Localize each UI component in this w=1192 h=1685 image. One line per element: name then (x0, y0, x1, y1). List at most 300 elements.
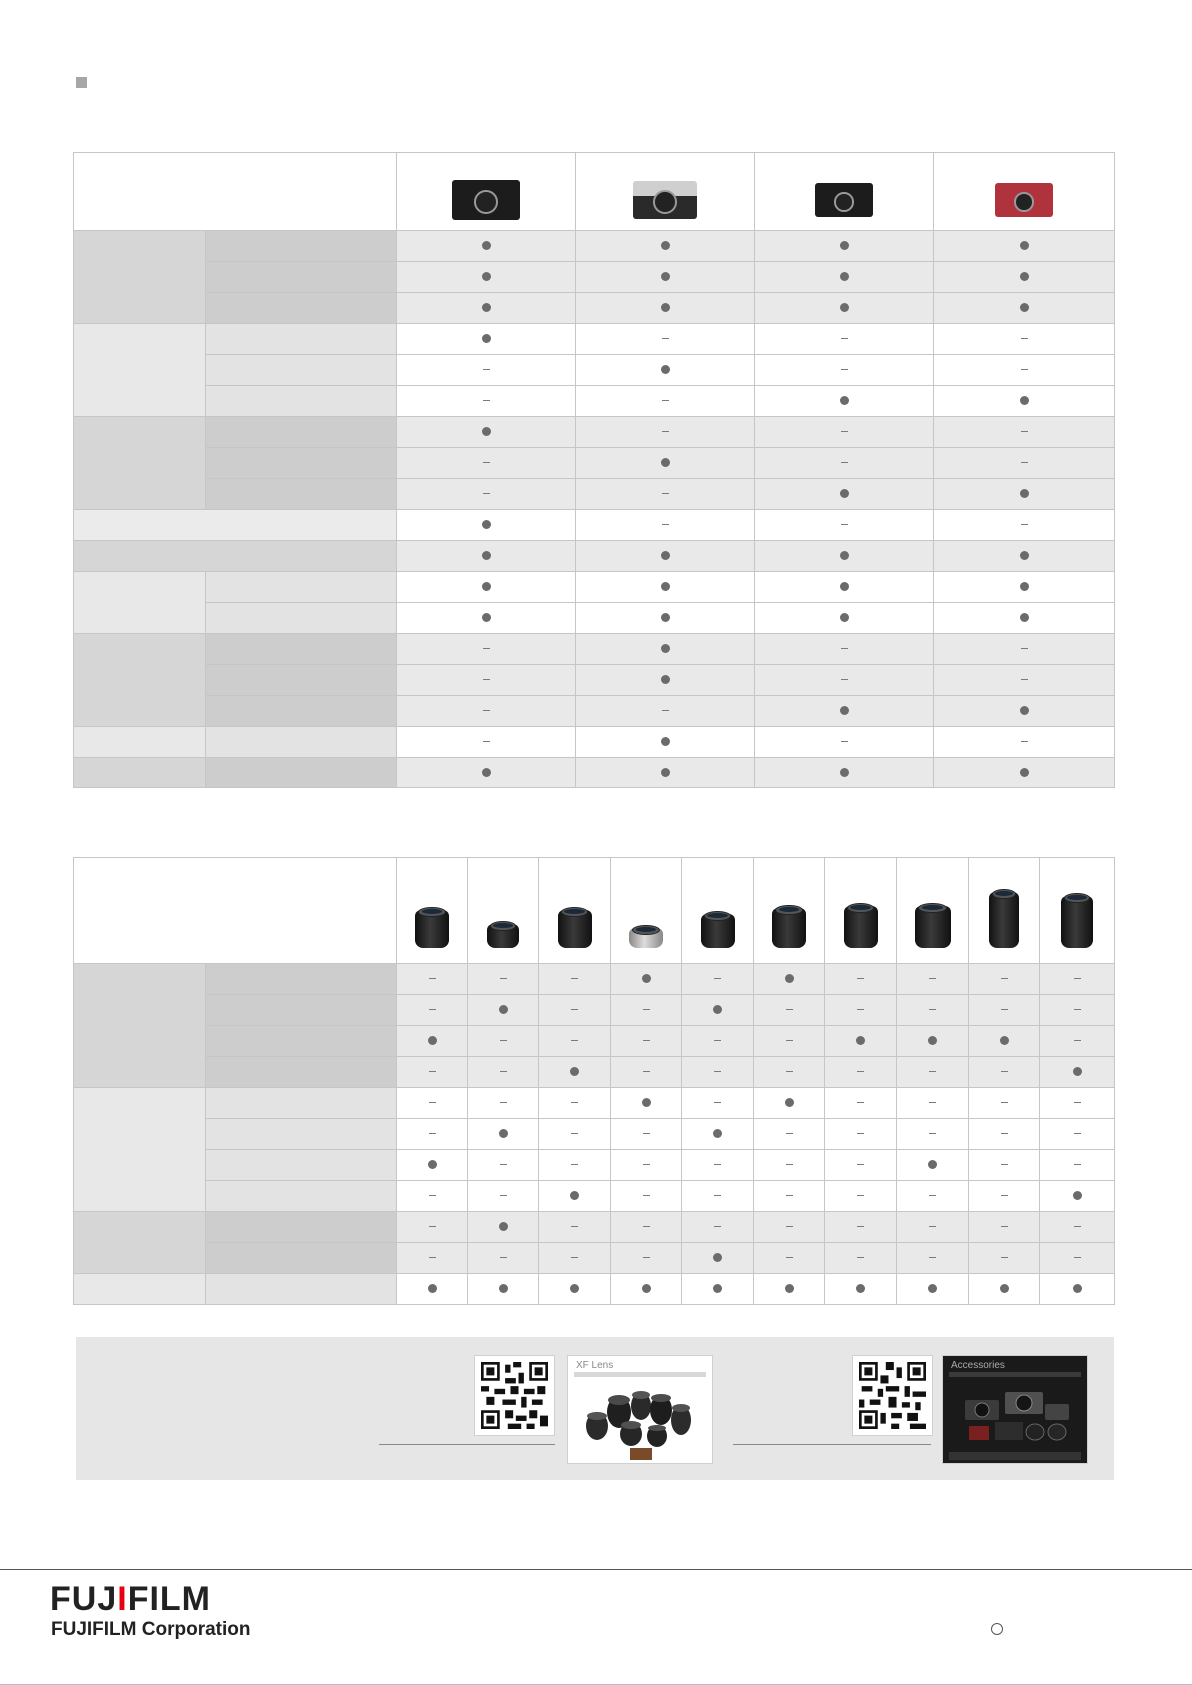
not-compatible-dash-icon (483, 369, 490, 370)
not-compatible-dash-icon (483, 679, 490, 680)
compatible-dot-icon (1020, 706, 1029, 715)
not-compatible-dash-icon (1001, 1257, 1008, 1258)
camera-compat-row (74, 541, 1115, 572)
compatible-dot-icon (713, 1253, 722, 1262)
compat-value-cell (397, 964, 468, 995)
not-compatible-dash-icon (500, 1257, 507, 1258)
compat-value-cell (611, 995, 682, 1026)
compat-value-cell (934, 479, 1115, 510)
not-compatible-dash-icon (1001, 1195, 1008, 1196)
compatible-dot-icon (482, 241, 491, 250)
not-compatible-dash-icon (857, 1133, 864, 1134)
website-logo-text: Accessories (951, 1360, 1005, 1371)
compat-value-cell (576, 572, 755, 603)
not-compatible-dash-icon (786, 1040, 793, 1041)
not-compatible-dash-icon (1001, 1102, 1008, 1103)
sub-label-cell (206, 1119, 397, 1150)
not-compatible-dash-icon (643, 1226, 650, 1227)
compat-value-cell (397, 541, 576, 572)
compat-value-cell (755, 603, 934, 634)
compat-value-cell (825, 964, 897, 995)
not-compatible-dash-icon (1021, 369, 1028, 370)
lens-image-cell (468, 858, 539, 964)
not-compatible-dash-icon (429, 978, 436, 979)
lens-image-cell (897, 858, 969, 964)
not-compatible-dash-icon (786, 1164, 793, 1165)
not-compatible-dash-icon (857, 978, 864, 979)
compatible-dot-icon (1020, 272, 1029, 281)
compat-value-cell (934, 727, 1115, 758)
accessories-lineup-image (953, 1382, 1079, 1444)
compatible-dot-icon (499, 1129, 508, 1138)
compat-value-cell (576, 603, 755, 634)
compat-value-cell (576, 634, 755, 665)
compat-value-cell (397, 603, 576, 634)
compat-value-cell (397, 293, 576, 324)
compatible-dot-icon (482, 582, 491, 591)
camera-compat-row (74, 510, 1115, 541)
not-compatible-dash-icon (1074, 1257, 1081, 1258)
compat-value-cell (897, 1243, 969, 1274)
compat-value-cell (397, 417, 576, 448)
compat-value-cell (397, 1057, 468, 1088)
compat-value-cell (576, 262, 755, 293)
camera-compat-row (74, 355, 1115, 386)
compatible-dot-icon (713, 1129, 722, 1138)
camera-compat-row (74, 634, 1115, 665)
compat-value-cell (576, 479, 755, 510)
compat-value-cell (754, 1212, 825, 1243)
not-compatible-dash-icon (786, 1071, 793, 1072)
compat-value-cell (897, 995, 969, 1026)
compat-value-cell (682, 1057, 754, 1088)
not-compatible-dash-icon (857, 1257, 864, 1258)
compat-value-cell (397, 1150, 468, 1181)
compat-value-cell (934, 665, 1115, 696)
lens-header-row (74, 858, 1115, 964)
sub-label-cell (206, 1243, 397, 1274)
lens-compat-row (74, 1274, 1115, 1305)
not-compatible-dash-icon (1074, 1040, 1081, 1041)
not-compatible-dash-icon (429, 1009, 436, 1010)
compat-value-cell (934, 417, 1115, 448)
compat-value-cell (682, 1181, 754, 1212)
compat-value-cell (754, 1057, 825, 1088)
compatible-dot-icon (428, 1160, 437, 1169)
compatible-dot-icon (840, 551, 849, 560)
compat-value-cell (754, 1026, 825, 1057)
compat-value-cell (539, 1243, 611, 1274)
compat-value-cell (755, 386, 934, 417)
compat-value-cell (611, 1150, 682, 1181)
not-compatible-dash-icon (429, 1133, 436, 1134)
compat-value-cell (755, 696, 934, 727)
compatible-dot-icon (642, 974, 651, 983)
not-compatible-dash-icon (714, 1195, 721, 1196)
not-compatible-dash-icon (1021, 431, 1028, 432)
not-compatible-dash-icon (857, 1226, 864, 1227)
compat-value-cell (1040, 995, 1115, 1026)
lens-compat-row (74, 1026, 1115, 1057)
not-compatible-dash-icon (857, 1102, 864, 1103)
compatible-dot-icon (785, 1098, 794, 1107)
compatible-dot-icon (928, 1036, 937, 1045)
not-compatible-dash-icon (929, 1257, 936, 1258)
lens-compat-row (74, 1057, 1115, 1088)
not-compatible-dash-icon (643, 1009, 650, 1010)
compatible-dot-icon (642, 1098, 651, 1107)
lens-compat-row (74, 1088, 1115, 1119)
compat-value-cell (468, 964, 539, 995)
compat-value-cell (397, 758, 576, 788)
compat-value-cell (682, 1119, 754, 1150)
xf-lens-website-thumbnail[interactable] (567, 1355, 713, 1464)
compat-value-cell (539, 1057, 611, 1088)
not-compatible-dash-icon (483, 462, 490, 463)
compat-value-cell (754, 1243, 825, 1274)
sub-label-cell (206, 1057, 397, 1088)
compat-value-cell (1040, 1088, 1115, 1119)
compat-value-cell (576, 231, 755, 262)
compat-value-cell (539, 1181, 611, 1212)
not-compatible-dash-icon (571, 1009, 578, 1010)
compatible-dot-icon (1000, 1036, 1009, 1045)
camera-compat-row (74, 696, 1115, 727)
not-compatible-dash-icon (841, 431, 848, 432)
compatible-dot-icon (661, 675, 670, 684)
not-compatible-dash-icon (571, 1102, 578, 1103)
qr-code-graphic (859, 1362, 926, 1429)
compat-value-cell (1040, 1212, 1115, 1243)
compatible-dot-icon (785, 974, 794, 983)
lens-compat-row (74, 1181, 1115, 1212)
not-compatible-dash-icon (857, 1164, 864, 1165)
compatible-dot-icon (928, 1160, 937, 1169)
not-compatible-dash-icon (662, 431, 669, 432)
lens-compat-row (74, 1150, 1115, 1181)
not-compatible-dash-icon (500, 1102, 507, 1103)
not-compatible-dash-icon (662, 338, 669, 339)
compatible-dot-icon (482, 520, 491, 529)
lens-compatibility-table (73, 857, 1115, 1305)
lens-mount (1014, 192, 1034, 212)
camera-header-row (74, 153, 1115, 231)
compat-value-cell (611, 964, 682, 995)
sub-label-cell (206, 603, 397, 634)
camera-image-cell (576, 153, 755, 231)
compat-value-cell (468, 1026, 539, 1057)
not-compatible-dash-icon (1001, 1164, 1008, 1165)
not-compatible-dash-icon (643, 1164, 650, 1165)
not-compatible-dash-icon (1074, 1164, 1081, 1165)
qr-code-graphic (481, 1362, 548, 1429)
compat-value-cell (754, 1088, 825, 1119)
compat-value-cell (969, 964, 1040, 995)
header-blank-cell (74, 153, 397, 231)
not-compatible-dash-icon (571, 1133, 578, 1134)
compatible-dot-icon (785, 1284, 794, 1293)
compat-value-cell (397, 665, 576, 696)
row-label-cell (74, 510, 397, 541)
compat-value-cell (754, 1181, 825, 1212)
group-label-cell (74, 634, 206, 727)
not-compatible-dash-icon (841, 369, 848, 370)
not-compatible-dash-icon (1074, 978, 1081, 979)
qr-code-icon[interactable] (474, 1355, 555, 1436)
compat-value-cell (468, 1181, 539, 1212)
compatible-dot-icon (499, 1284, 508, 1293)
compatible-dot-icon (840, 489, 849, 498)
not-compatible-dash-icon (643, 1040, 650, 1041)
camera-image-cell (755, 153, 934, 231)
compatible-dot-icon (840, 706, 849, 715)
compatible-dot-icon (1020, 613, 1029, 622)
lens-pancake-silver-icon (629, 928, 663, 948)
row-label-cell (74, 541, 397, 572)
not-compatible-dash-icon (429, 1071, 436, 1072)
compat-value-cell (576, 541, 755, 572)
logo-text-part: FILM (127, 1580, 211, 1618)
section-marker-square (76, 77, 87, 88)
not-compatible-dash-icon (571, 1226, 578, 1227)
not-compatible-dash-icon (429, 1226, 436, 1227)
camera-compat-row (74, 386, 1115, 417)
compatible-dot-icon (482, 768, 491, 777)
not-compatible-dash-icon (857, 1195, 864, 1196)
not-compatible-dash-icon (929, 1009, 936, 1010)
not-compatible-dash-icon (662, 493, 669, 494)
compatible-dot-icon (840, 582, 849, 591)
not-compatible-dash-icon (857, 1009, 864, 1010)
compat-value-cell (397, 1274, 468, 1305)
group-label-cell (74, 231, 206, 324)
not-compatible-dash-icon (714, 1164, 721, 1165)
lens-mount (653, 190, 677, 214)
website-nav-bar (949, 1372, 1081, 1377)
not-compatible-dash-icon (929, 1226, 936, 1227)
compat-value-cell (397, 510, 576, 541)
compat-value-cell (934, 386, 1115, 417)
not-compatible-dash-icon (929, 1195, 936, 1196)
camera-silver-icon (633, 181, 697, 219)
compat-value-cell (755, 355, 934, 386)
compat-value-cell (755, 758, 934, 788)
sub-label-cell (206, 964, 397, 995)
compat-value-cell (969, 1150, 1040, 1181)
compat-value-cell (934, 696, 1115, 727)
compat-value-cell (755, 417, 934, 448)
not-compatible-dash-icon (643, 1071, 650, 1072)
compat-value-cell (468, 1150, 539, 1181)
fujifilm-logo (50, 1582, 211, 1616)
compatible-dot-icon (482, 613, 491, 622)
compat-value-cell (576, 665, 755, 696)
not-compatible-dash-icon (500, 1040, 507, 1041)
compatible-dot-icon (713, 1005, 722, 1014)
compat-value-cell (611, 1243, 682, 1274)
compat-value-cell (539, 1150, 611, 1181)
compat-value-cell (755, 324, 934, 355)
not-compatible-dash-icon (714, 978, 721, 979)
compatible-dot-icon (661, 613, 670, 622)
camera-compat-row (74, 479, 1115, 510)
compatible-dot-icon (1020, 551, 1029, 560)
camera-compat-row (74, 758, 1115, 788)
compat-value-cell (682, 1274, 754, 1305)
compat-value-cell (468, 1212, 539, 1243)
compatible-dot-icon (482, 551, 491, 560)
not-compatible-dash-icon (841, 524, 848, 525)
compat-value-cell (682, 1212, 754, 1243)
not-compatible-dash-icon (1074, 1009, 1081, 1010)
compat-value-cell (755, 293, 934, 324)
corporation-name: FUJIFILM Corporation (51, 1619, 251, 1640)
group-label-cell (74, 1212, 206, 1274)
group-label-cell (74, 1274, 206, 1305)
compat-value-cell (755, 479, 934, 510)
not-compatible-dash-icon (929, 1102, 936, 1103)
compat-value-cell (825, 1150, 897, 1181)
compat-value-cell (897, 1274, 969, 1305)
compatible-dot-icon (856, 1284, 865, 1293)
not-compatible-dash-icon (841, 648, 848, 649)
not-compatible-dash-icon (1074, 1226, 1081, 1227)
not-compatible-dash-icon (1021, 648, 1028, 649)
lens-large-prime-icon (772, 908, 806, 948)
compat-value-cell (969, 1243, 1040, 1274)
sub-label-cell (206, 448, 397, 479)
compat-value-cell (754, 1150, 825, 1181)
compat-value-cell (755, 727, 934, 758)
sub-label-cell (206, 324, 397, 355)
sub-label-cell (206, 417, 397, 448)
lens-image-cell (611, 858, 682, 964)
compat-value-cell (825, 995, 897, 1026)
compat-value-cell (1040, 1243, 1115, 1274)
header-blank-cell (74, 858, 397, 964)
compatible-dot-icon (840, 241, 849, 250)
compatible-dot-icon (840, 396, 849, 405)
compat-value-cell (934, 758, 1115, 788)
compat-value-cell (825, 1274, 897, 1305)
not-compatible-dash-icon (571, 1164, 578, 1165)
compat-value-cell (576, 758, 755, 788)
lens-tele-zoom-icon (989, 892, 1019, 948)
compat-value-cell (934, 324, 1115, 355)
compatible-dot-icon (661, 241, 670, 250)
not-compatible-dash-icon (662, 524, 669, 525)
compat-value-cell (468, 1274, 539, 1305)
qr-code-icon[interactable] (852, 1355, 933, 1436)
compat-value-cell (611, 1119, 682, 1150)
not-compatible-dash-icon (643, 1195, 650, 1196)
compat-value-cell (576, 293, 755, 324)
lens-image-cell (1040, 858, 1115, 964)
accessories-website-thumbnail[interactable] (942, 1355, 1088, 1464)
sub-label-cell (206, 355, 397, 386)
compatible-dot-icon (1000, 1284, 1009, 1293)
camera-compat-row (74, 665, 1115, 696)
compatible-dot-icon (570, 1284, 579, 1293)
compat-value-cell (1040, 1026, 1115, 1057)
camera-image-cell (397, 153, 576, 231)
compat-value-cell (1040, 1181, 1115, 1212)
compat-value-cell (754, 964, 825, 995)
compatible-dot-icon (499, 1222, 508, 1231)
compat-value-cell (1040, 1057, 1115, 1088)
compat-value-cell (1040, 1119, 1115, 1150)
compat-value-cell (611, 1212, 682, 1243)
compat-value-cell (397, 262, 576, 293)
compat-value-cell (397, 1088, 468, 1119)
compatible-dot-icon (661, 551, 670, 560)
lens-compat-row (74, 995, 1115, 1026)
compat-value-cell (825, 1243, 897, 1274)
compatible-dot-icon (482, 334, 491, 343)
website-nav-bar (574, 1372, 706, 1377)
not-compatible-dash-icon (429, 1102, 436, 1103)
compat-value-cell (1040, 1274, 1115, 1305)
compat-value-cell (934, 634, 1115, 665)
compat-value-cell (468, 995, 539, 1026)
footer-divider (0, 1569, 1192, 1570)
compat-value-cell (576, 510, 755, 541)
compatible-dot-icon (1020, 768, 1029, 777)
compat-value-cell (969, 1212, 1040, 1243)
compatible-dot-icon (840, 303, 849, 312)
compat-value-cell (934, 572, 1115, 603)
compat-value-cell (611, 1274, 682, 1305)
compat-value-cell (825, 1212, 897, 1243)
not-compatible-dash-icon (483, 493, 490, 494)
compat-value-cell (969, 1026, 1040, 1057)
compat-value-cell (755, 572, 934, 603)
group-label-cell (74, 727, 206, 758)
compatible-dot-icon (1020, 396, 1029, 405)
compat-value-cell (397, 1119, 468, 1150)
group-label-cell (74, 1088, 206, 1212)
lens-fast-prime-icon (558, 910, 592, 948)
compat-value-cell (576, 355, 755, 386)
camera-compat-row (74, 262, 1115, 293)
not-compatible-dash-icon (714, 1071, 721, 1072)
compat-value-cell (397, 634, 576, 665)
compatible-dot-icon (1020, 241, 1029, 250)
compat-value-cell (397, 696, 576, 727)
compatible-dot-icon (1073, 1067, 1082, 1076)
compatible-dot-icon (713, 1284, 722, 1293)
not-compatible-dash-icon (571, 978, 578, 979)
not-compatible-dash-icon (500, 1071, 507, 1072)
sub-label-cell (206, 995, 397, 1026)
compat-value-cell (897, 964, 969, 995)
compat-value-cell (397, 231, 576, 262)
compat-value-cell (934, 293, 1115, 324)
compatible-dot-icon (428, 1036, 437, 1045)
compat-value-cell (755, 665, 934, 696)
compat-value-cell (539, 1119, 611, 1150)
camera-red-icon (995, 183, 1053, 217)
compat-value-cell (1040, 1150, 1115, 1181)
compat-value-cell (825, 1119, 897, 1150)
compat-value-cell (397, 572, 576, 603)
lens-image-cell (969, 858, 1040, 964)
compat-value-cell (611, 1057, 682, 1088)
lens-mount (474, 190, 498, 214)
not-compatible-dash-icon (429, 1257, 436, 1258)
compat-value-cell (468, 1119, 539, 1150)
compatible-dot-icon (661, 272, 670, 281)
